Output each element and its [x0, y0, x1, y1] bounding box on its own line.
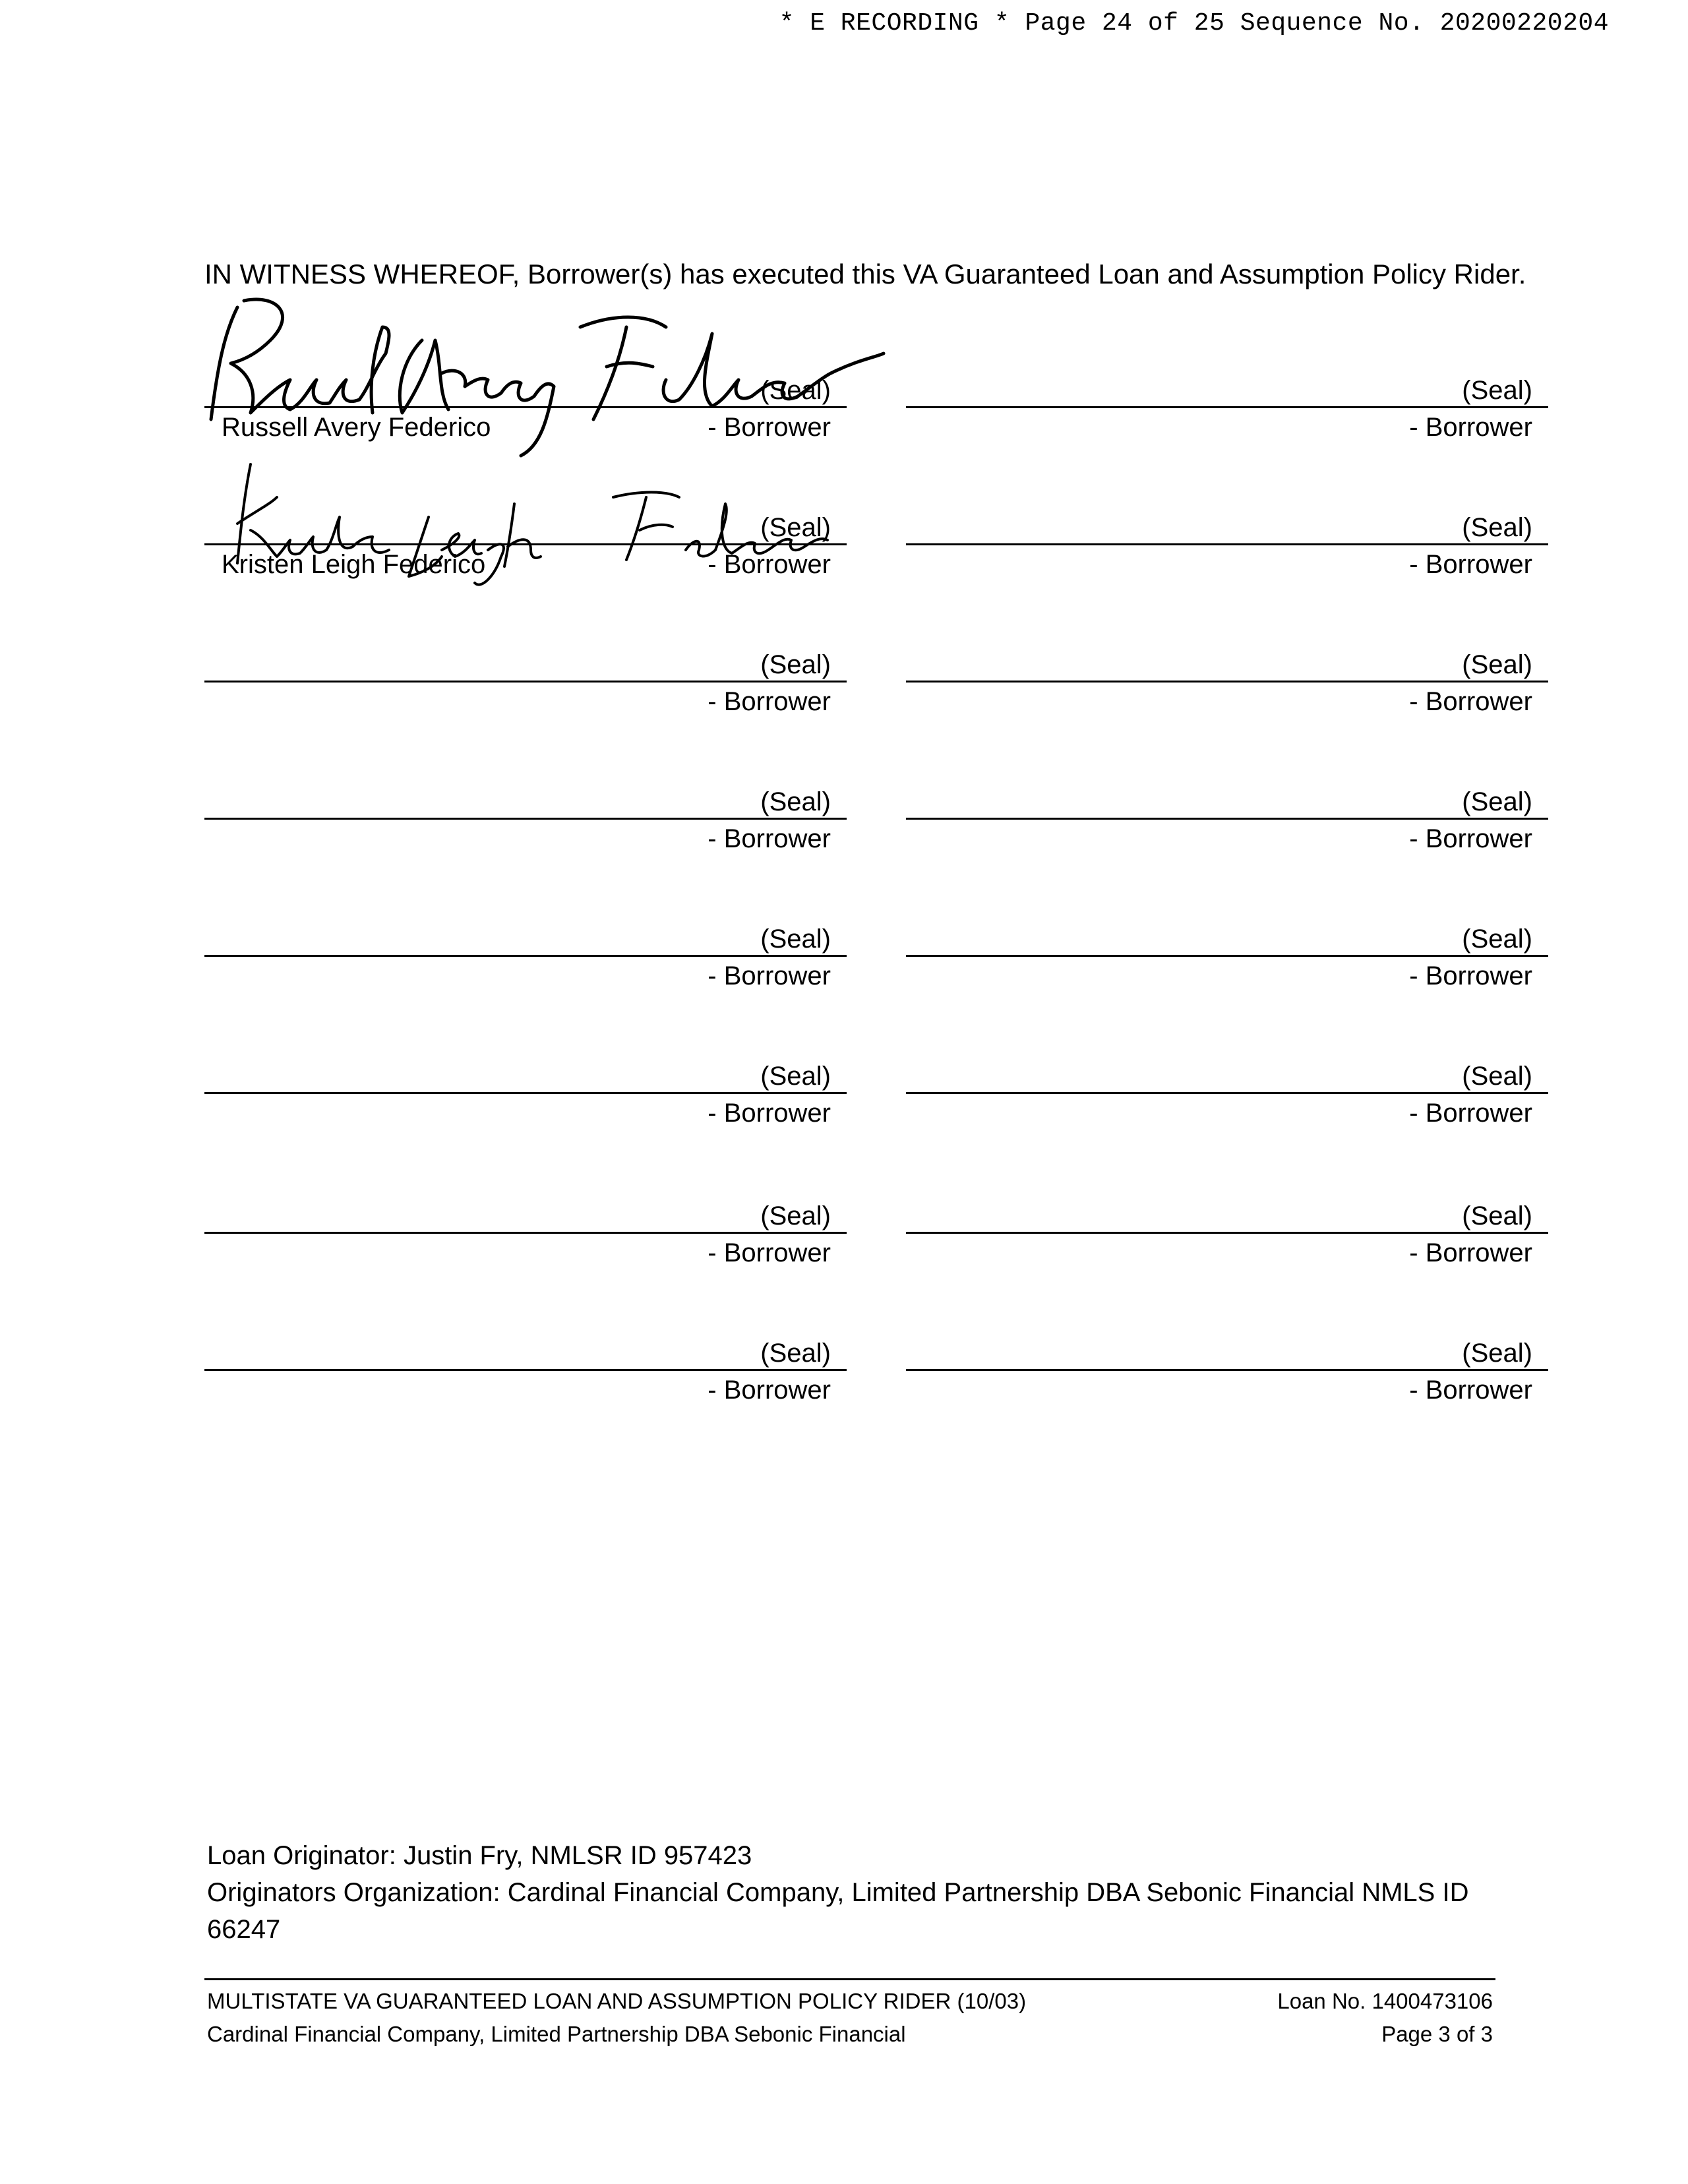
- signature-block-16: [906, 1339, 1548, 1406]
- loan-number: Loan No. 1400473106: [1277, 1989, 1493, 2013]
- seal-label: (Seal): [760, 1201, 831, 1230]
- signature-line: [906, 1092, 1548, 1094]
- seal-label: (Seal): [760, 787, 831, 816]
- borrower-label: - Borrower: [708, 824, 831, 853]
- signature-line: [204, 1092, 847, 1094]
- printed-name: Kristen Leigh Federico: [222, 550, 486, 579]
- signature-line: [204, 1369, 847, 1371]
- signature-block-1: [204, 376, 847, 443]
- signature-line: [906, 1369, 1548, 1371]
- seal-label: (Seal): [1462, 650, 1532, 679]
- signature-block-5: [204, 650, 847, 717]
- seal-label: (Seal): [1462, 1339, 1532, 1368]
- borrower-label: - Borrower: [1409, 1376, 1532, 1405]
- borrower-label: - Borrower: [708, 1238, 831, 1267]
- borrower-label: - Borrower: [1409, 824, 1532, 853]
- originator-organization: Originators Organization: Cardinal Financial Company, Limited Partnership DBA Sebonic Financial NMLS ID 66247: [207, 1878, 1469, 1944]
- borrower-label: - Borrower: [1409, 1099, 1532, 1128]
- seal-label: (Seal): [1462, 925, 1532, 954]
- seal-label: (Seal): [1462, 787, 1532, 816]
- signature-line: [204, 406, 847, 408]
- page-footer: [207, 1985, 1493, 2051]
- witness-statement: IN WITNESS WHEREOF, Borrower(s) has executed this VA Guaranteed Loan and Assumption Policy Rider.: [204, 258, 1526, 289]
- borrower-label: - Borrower: [708, 1099, 831, 1128]
- signature-line: [204, 543, 847, 545]
- signature-line: [906, 406, 1548, 408]
- seal-label: (Seal): [1462, 376, 1532, 405]
- seal-label: (Seal): [760, 925, 831, 954]
- recording-header: * E RECORDING * Page 24 of 25 Sequence No. 20200220204: [779, 9, 1609, 38]
- signature-block-15: [204, 1339, 847, 1406]
- seal-label: (Seal): [760, 1339, 831, 1368]
- seal-label: (Seal): [1462, 513, 1532, 542]
- signature-line: [906, 543, 1548, 545]
- borrower-label: - Borrower: [708, 961, 831, 990]
- borrower-label: - Borrower: [1409, 687, 1532, 716]
- signature-block-3: [204, 513, 847, 580]
- signature-block-11: [204, 1062, 847, 1129]
- signature-line: [204, 681, 847, 682]
- signature-block-4: [906, 513, 1548, 580]
- loan-originator: Loan Originator: Justin Fry, NMLSR ID 957423: [207, 1841, 752, 1870]
- signature-line: [906, 1232, 1548, 1234]
- seal-label: (Seal): [1462, 1201, 1532, 1230]
- signature-block-12: [906, 1062, 1548, 1129]
- seal-label: (Seal): [760, 1062, 831, 1091]
- signature-block-13: [204, 1201, 847, 1269]
- borrower-label: - Borrower: [708, 550, 831, 579]
- signature-block-7: [204, 787, 847, 855]
- lender-company: Cardinal Financial Company, Limited Partnership DBA Sebonic Financial: [207, 2022, 906, 2046]
- signature-block-8: [906, 787, 1548, 855]
- signature-line: [906, 818, 1548, 820]
- seal-label: (Seal): [1462, 1062, 1532, 1091]
- seal-label: (Seal): [760, 513, 831, 542]
- signature-block-2: [906, 376, 1548, 443]
- form-title: MULTISTATE VA GUARANTEED LOAN AND ASSUMPTION POLICY RIDER (10/03): [207, 1989, 1027, 2013]
- signature-block-6: [906, 650, 1548, 717]
- borrower-label: - Borrower: [1409, 1238, 1532, 1267]
- borrower-label: - Borrower: [1409, 413, 1532, 442]
- signature-line: [906, 955, 1548, 957]
- page-number: Page 3 of 3: [1381, 2022, 1493, 2046]
- signature-block-10: [906, 925, 1548, 992]
- signature-block-14: [906, 1201, 1548, 1269]
- borrower-label: - Borrower: [1409, 961, 1532, 990]
- originator-info: [207, 1837, 1499, 1948]
- borrower-label: - Borrower: [708, 687, 831, 716]
- printed-name: Russell Avery Federico: [222, 413, 491, 442]
- borrower-label: - Borrower: [708, 1376, 831, 1405]
- signature-line: [204, 955, 847, 957]
- borrower-label: - Borrower: [1409, 550, 1532, 579]
- seal-label: (Seal): [760, 376, 831, 405]
- signature-line: [204, 818, 847, 820]
- footer-divider: [204, 1978, 1495, 1980]
- signature-block-9: [204, 925, 847, 992]
- borrower-label: - Borrower: [708, 413, 831, 442]
- signature-line: [204, 1232, 847, 1234]
- seal-label: (Seal): [760, 650, 831, 679]
- signature-line: [906, 681, 1548, 682]
